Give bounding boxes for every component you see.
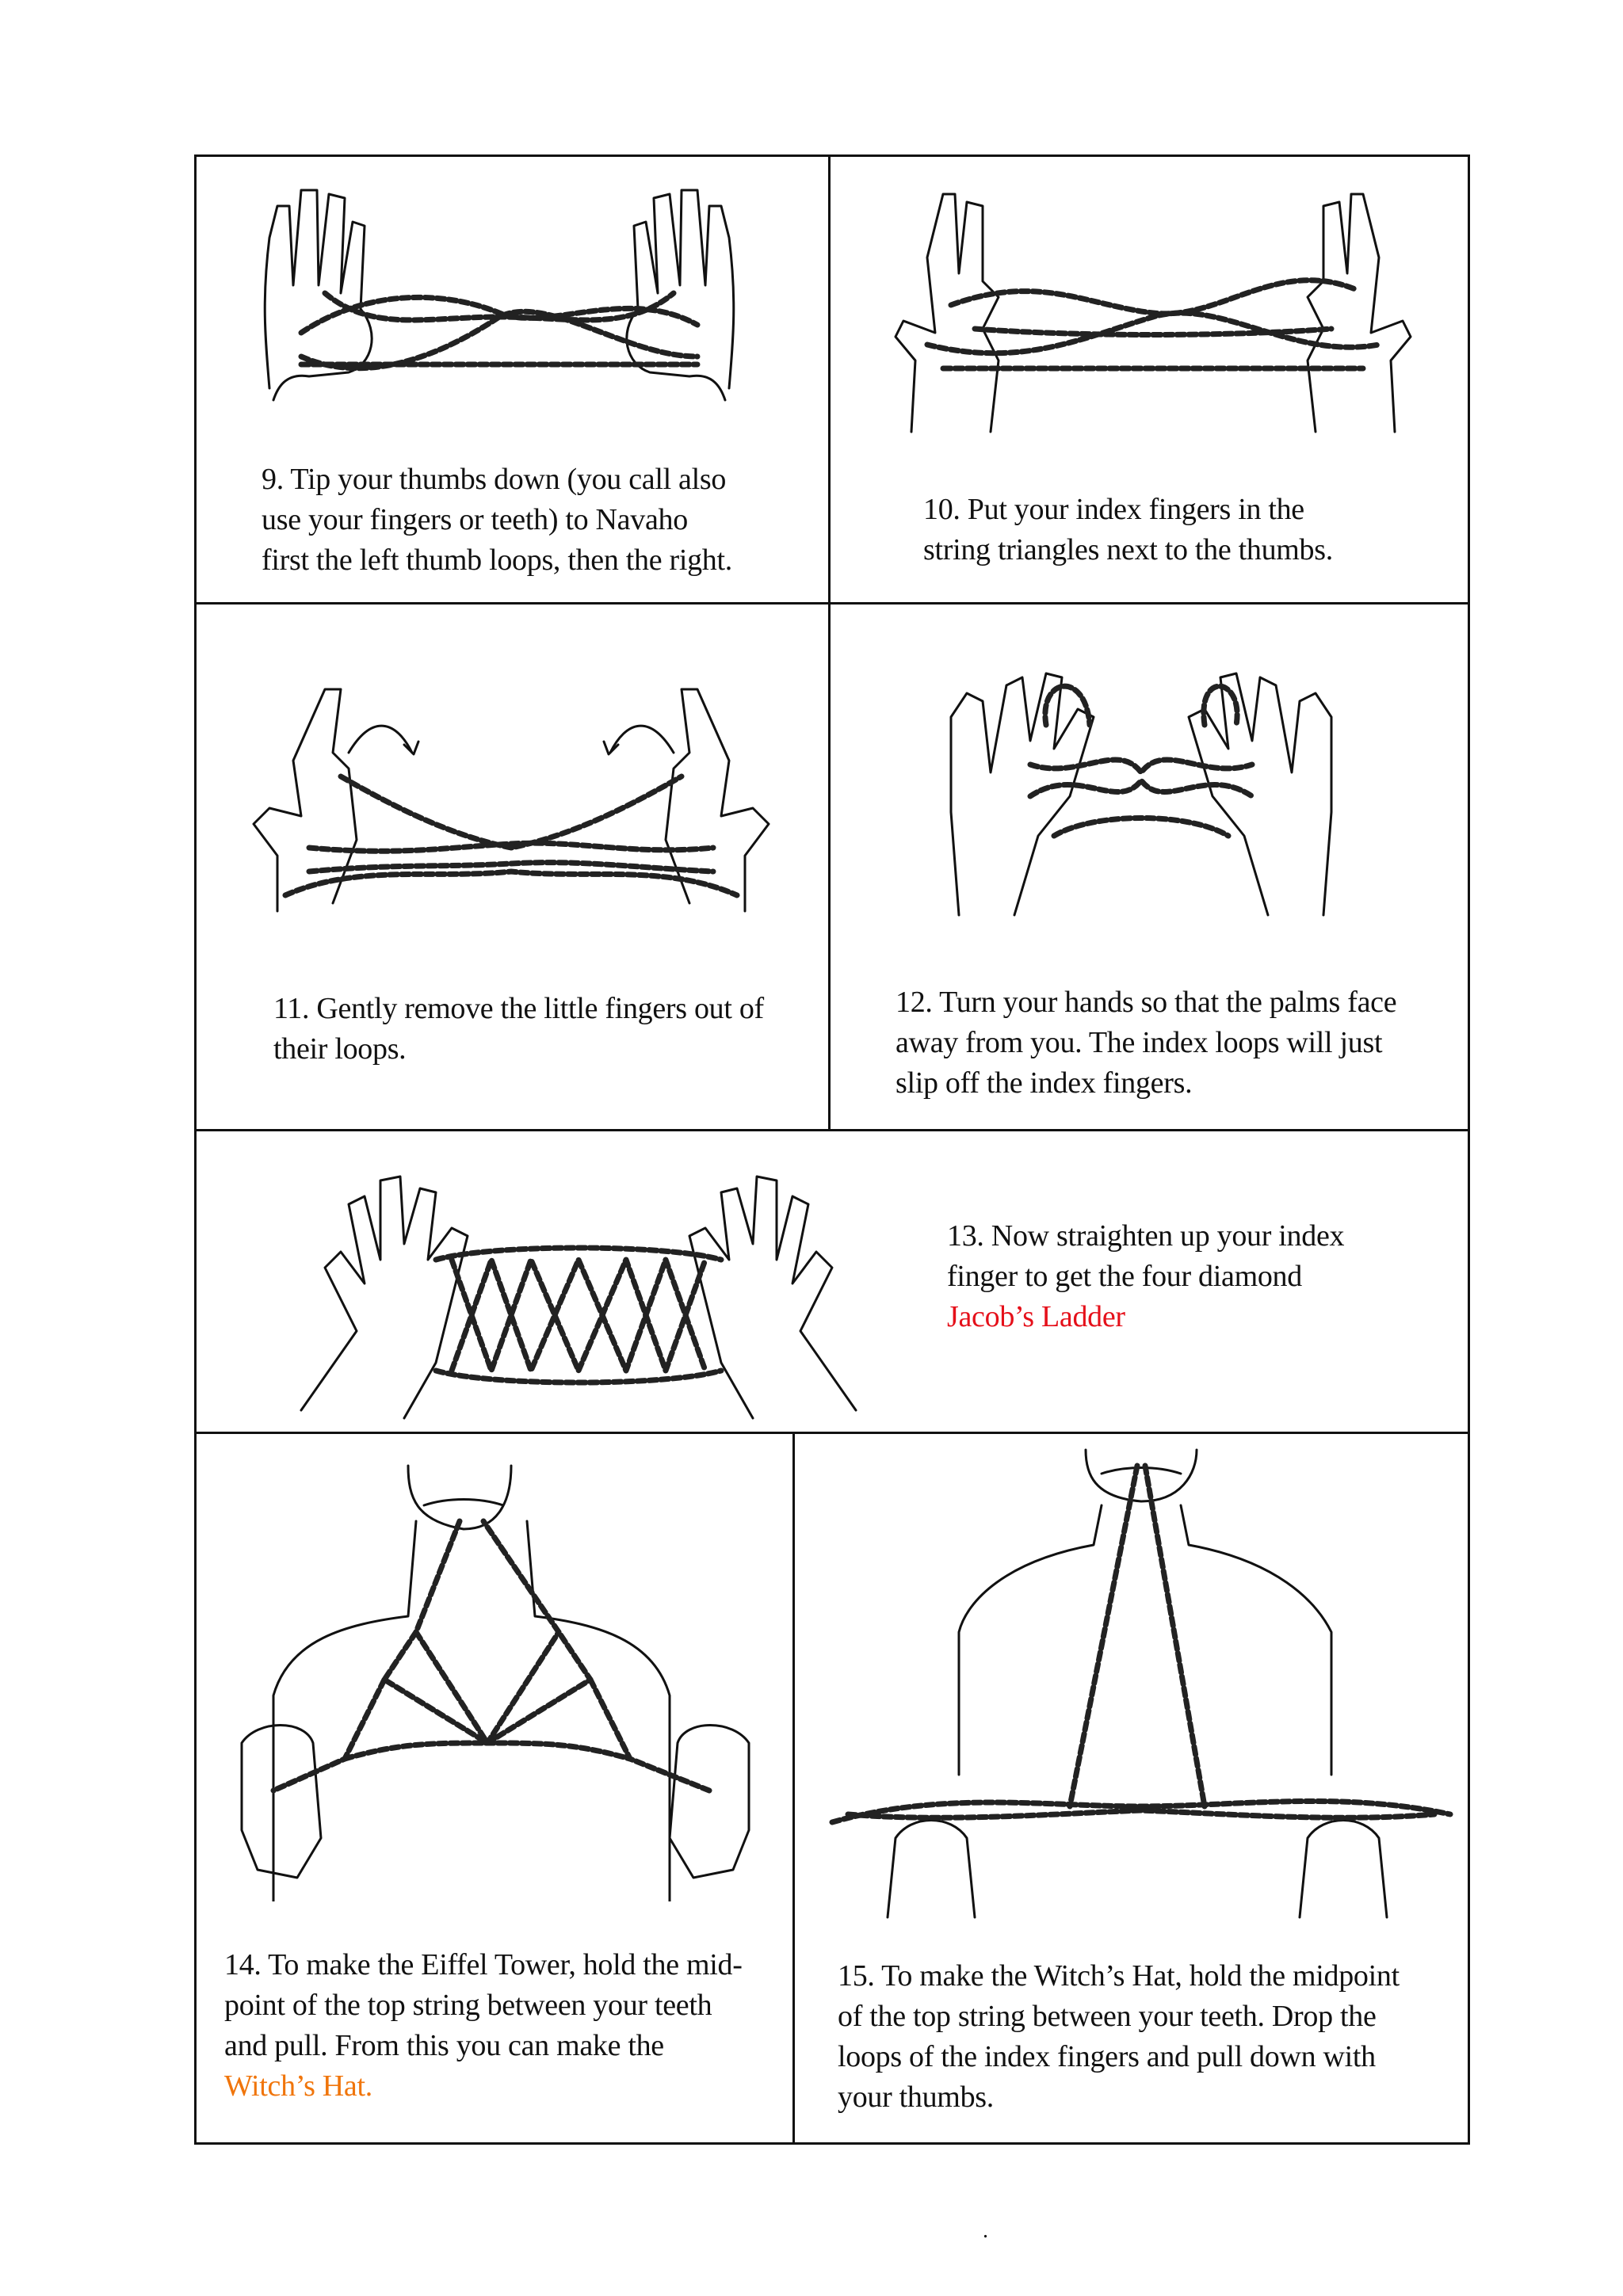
step-15-line-3: loops of the index fingers and pull down with (838, 2040, 1376, 2073)
step-9-line-1: 9. Tip your thumbs down (you call also (262, 463, 727, 496)
footer-mark: . (983, 2218, 988, 2243)
step-11-line-2: their loops. (273, 1032, 407, 1066)
step-9-caption (262, 460, 732, 581)
step-12-line-3: slip off the index fingers. (896, 1066, 1193, 1100)
step-15-line-4: your thumbs. (838, 2081, 994, 2114)
step-13-line-2: finger to get the four diamond (947, 1260, 1302, 1293)
step-11-caption (273, 989, 764, 1070)
witchs-hat-label: Witch’s Hat. (224, 2069, 372, 2103)
step-12-caption (896, 982, 1396, 1104)
step-10-illustration (880, 178, 1426, 448)
step-13-caption (947, 1216, 1344, 1337)
step-12-illustration (935, 654, 1347, 927)
step-11-illustration (238, 666, 785, 927)
col-divider-row2 (828, 602, 831, 1131)
col-divider-row1 (828, 154, 831, 605)
step-13-line-1: 13. Now straighten up your index (947, 1219, 1345, 1253)
step-14-illustration (226, 1458, 765, 1901)
step-10-line-2: string triangles next to the thumbs. (923, 533, 1333, 566)
step-9-illustration (254, 174, 745, 404)
step-12-line-1: 12. Turn your hands so that the palms face (896, 986, 1397, 1019)
row-divider-2 (194, 1129, 1470, 1131)
step-10-caption (923, 490, 1333, 570)
step-15-line-2: of the top string between your teeth. Drop the (838, 2000, 1377, 2033)
step-9-line-2: use your fingers or teeth) to Navaho (262, 503, 688, 536)
step-11-line-1: 11. Gently remove the little fingers out of (273, 992, 764, 1025)
row-divider-1 (194, 602, 1470, 605)
step-15-caption (838, 1956, 1400, 2118)
step-14-line-1: 14. To make the Eiffel Tower, hold the mid- (224, 1948, 743, 1981)
step-14-line-3: and pull. From this you can make the (224, 2029, 664, 2062)
step-12-line-2: away from you. The index loops will just (896, 1026, 1383, 1059)
row-divider-3 (194, 1432, 1470, 1434)
col-divider-row4 (792, 1432, 795, 2145)
step-14-caption (224, 1945, 743, 2107)
step-9-line-3: first the left thumb loops, then the right. (262, 543, 732, 577)
jacobs-ladder-label: Jacob’s Ladder (947, 1300, 1125, 1333)
step-15-line-1: 15. To make the Witch’s Hat, hold the midpoint (838, 1959, 1400, 1993)
step-10-line-1: 10. Put your index fingers in the (923, 493, 1304, 526)
step-13-illustration (293, 1157, 864, 1426)
step-15-illustration (824, 1442, 1458, 1933)
step-14-line-2: point of the top string between your teeth (224, 1989, 712, 2022)
